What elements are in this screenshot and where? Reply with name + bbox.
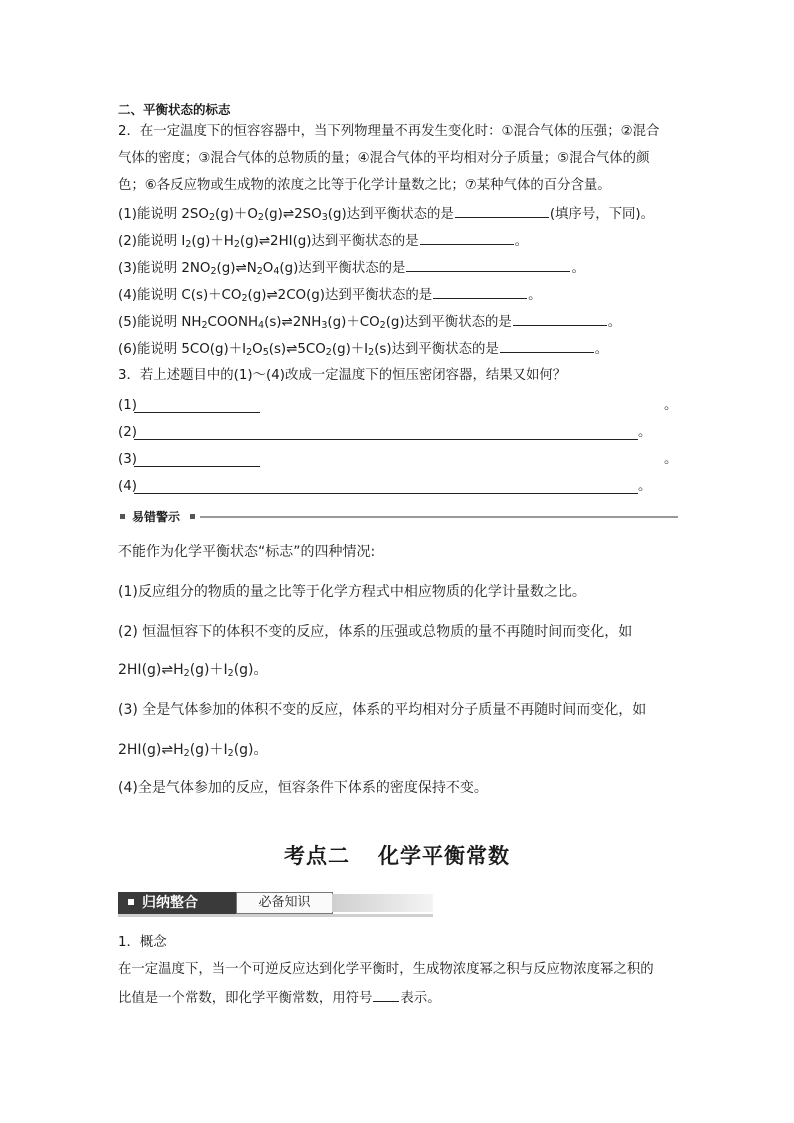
answer-blank[interactable] bbox=[373, 987, 399, 1002]
answer-blank[interactable] bbox=[134, 493, 638, 494]
question-2-item-6: (6)能说明 $5CO(g)+I_2O_5(s)\rightleftharpoons 5CO_2(g)+I_2(s)$达到平衡状态的是 。 bbox=[118, 338, 608, 363]
question-3-answer-1: (1) 。 bbox=[118, 398, 678, 413]
question-2-item-4: (4)能说明 $C(s)+CO_2(g)\rightleftharpoons 2CO(g)$达到平衡状态的是 。 bbox=[118, 284, 542, 309]
answer-blank[interactable] bbox=[420, 230, 514, 245]
answer-blank[interactable] bbox=[134, 466, 260, 467]
question-3-answer-2: (2) 。 bbox=[118, 425, 652, 440]
answer-blank[interactable] bbox=[500, 338, 594, 353]
divider bbox=[200, 516, 678, 518]
question-2-item-5: (5)能说明 $NH_2COONH_4(s)\rightleftharpoons 2NH_3(g)+CO_2(g)$达到平衡状态的是 。 bbox=[118, 311, 621, 336]
question-2-line-2: 气体的密度；③混合气体的总物质的量；④混合气体的平均相对分子质量；⑤混合气体的颜 bbox=[118, 151, 650, 166]
answer-blank[interactable] bbox=[134, 439, 638, 440]
question-2-item-1: (1)能说明 $2SO_2(g)+O_2(g)\rightleftharpoons 2SO_3(g)$达到平衡状态的是 (填序号，下同)。 bbox=[118, 203, 654, 228]
warning-intro: 不能作为化学平衡状态“标志”的四种情况: bbox=[118, 544, 376, 560]
warning-point-1: (1)反应组分的物质的量之比等于化学方程式中相应物质的化学计量数之比。 bbox=[118, 584, 586, 600]
section-title: 二、平衡状态的标志 bbox=[118, 102, 231, 117]
warning-point-3: (3) 全是气体参加的体积不变的反应，体系的平均相对分子质量不再随时间而变化，如 bbox=[118, 702, 647, 718]
square-bullet-icon bbox=[128, 899, 134, 905]
warning-title: 易错警示 bbox=[132, 510, 181, 524]
warning-header bbox=[118, 510, 678, 524]
concept-line-1: 在一定温度下，当一个可逆反应达到化学平衡时，生成物浓度幂之积与反应物浓度幂之积的 bbox=[118, 962, 654, 977]
warning-point-4: (4)全是气体参加的反应，恒容条件下体系的密度保持不变。 bbox=[118, 780, 488, 796]
warning-point-2-equation: $2HI(g)\rightleftharpoons H_2(g)+I_2(g)$。 bbox=[118, 662, 268, 679]
question-3-answer-3: (3) 。 bbox=[118, 452, 678, 467]
question-2-item-2: (2)能说明 $I_2(g)+H_2(g)\rightleftharpoons 2HI(g)$达到平衡状态的是 。 bbox=[118, 230, 528, 255]
answer-blank[interactable] bbox=[406, 257, 570, 272]
question-2-line-3: 色；⑥各反应物或生成物的浓度之比等于化学计量数之比；⑦某种气体的百分含量。 bbox=[118, 178, 611, 193]
answer-blank[interactable] bbox=[134, 412, 260, 413]
section-banner bbox=[118, 892, 433, 914]
concept-line-2: 比值是一个常数，即化学平衡常数，用符号 表示。 bbox=[118, 987, 441, 1009]
answer-blank[interactable] bbox=[433, 284, 527, 299]
banner-primary: 归纳整合 bbox=[118, 892, 236, 914]
question-2-item-3: (3)能说明 $2NO_2(g)\rightleftharpoons N_2O_4(g)$达到平衡状态的是 。 bbox=[118, 257, 585, 282]
chapter-title: 考点二 化学平衡常数 bbox=[284, 844, 510, 868]
warning-point-3-equation: $2HI(g)\rightleftharpoons H_2(g)+I_2(g)$。 bbox=[118, 742, 268, 759]
banner-secondary: 必备知识 bbox=[236, 892, 333, 914]
question-3-answer-4: (4) 。 bbox=[118, 479, 652, 494]
question-2-line-1: 2．在一定温度下的恒容容器中，当下列物理量不再发生变化时：①混合气体的压强；②混合 bbox=[118, 124, 660, 139]
answer-blank[interactable] bbox=[513, 311, 607, 326]
square-bullet-icon bbox=[120, 514, 125, 519]
square-bullet-icon bbox=[190, 514, 195, 519]
warning-point-2: (2) 恒温恒容下的体积不变的反应，体系的压强或总物质的量不再随时间而变化，如 bbox=[118, 624, 633, 640]
answer-blank[interactable] bbox=[455, 203, 549, 218]
question-3-text: 3．若上述题目中的(1)～(4)改成一定温度下的恒压密闭容器，结果又如何？ bbox=[118, 368, 567, 383]
concept-heading: 1．概念 bbox=[118, 935, 167, 950]
